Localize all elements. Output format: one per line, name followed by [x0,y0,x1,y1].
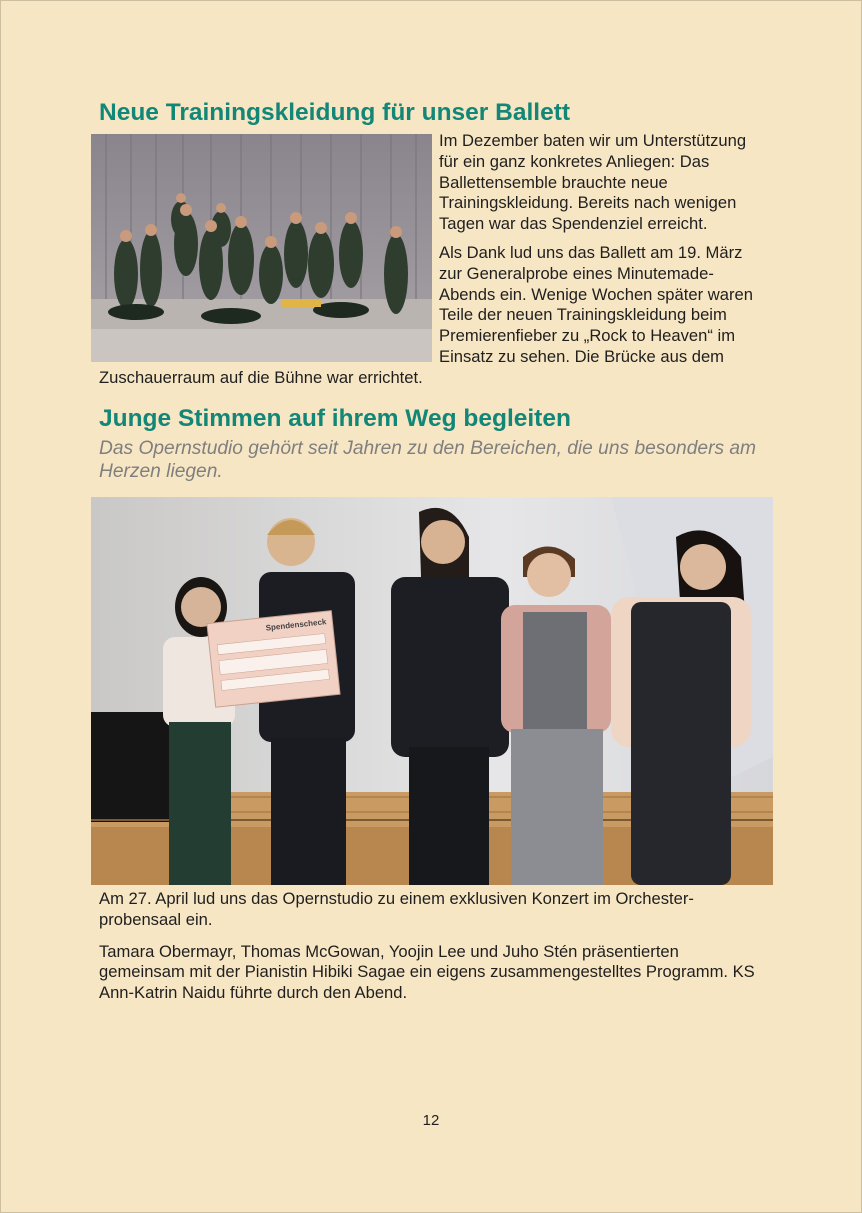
check-label: Spendenscheck [265,617,327,633]
ballet-paragraph-1: Im Dezember baten wir um Unterstützung für ein ganz konkretes Anliegen: Das Ballettensemble brauchte neue Trainingskleidung. Bereits nach wenigen Tagen war das Spendenziel erreicht. [439,131,747,234]
ballet-article-text [99,131,764,397]
opera-studio-check-photo [91,497,773,885]
photo-text-wrap-spacer [99,131,439,363]
ballet-paragraph-2: Als Dank lud uns das Ballett am 19. März zur Generalprobe eines Minutemade-Abends ein. Wenige Wochen später waren Teile der neuen Trainingskleidung beim Premierenfieber zu „Rock to Heaven“ im Einsatz zu sehen. Die Brücke aus dem Zuschauerraum auf die Bühne war errichtet. [99,242,753,387]
section-lead-text: Das Opernstudio gehört seit Jahren zu den Bereichen, die uns besonders am Herzen liegen. [99,438,757,482]
caption-paragraph-1: Am 27. April lud uns das Opernstudio zu einem exklusiven Konzert im Orchesterprobensaal ein. [99,889,694,929]
section-heading-ballet: Neue Trainingskleidung für unser Ballett [99,99,571,126]
caption-paragraph-2: Tamara Obermayr, Thomas McGowan, Yoojin Lee und Juho Stén präsentierten gemeinsam mit der Pianistin Hibiki Sagae ein eigens zusammengestelltes Programm. KS Ann-Katrin Naidu führte durch den Abend. [99,941,755,1003]
page-number: 12 [422,1112,440,1129]
section-heading-opera-studio: Junge Stimmen auf ihrem Weg begleiten [99,405,571,432]
opera-studio-caption [99,889,764,1015]
